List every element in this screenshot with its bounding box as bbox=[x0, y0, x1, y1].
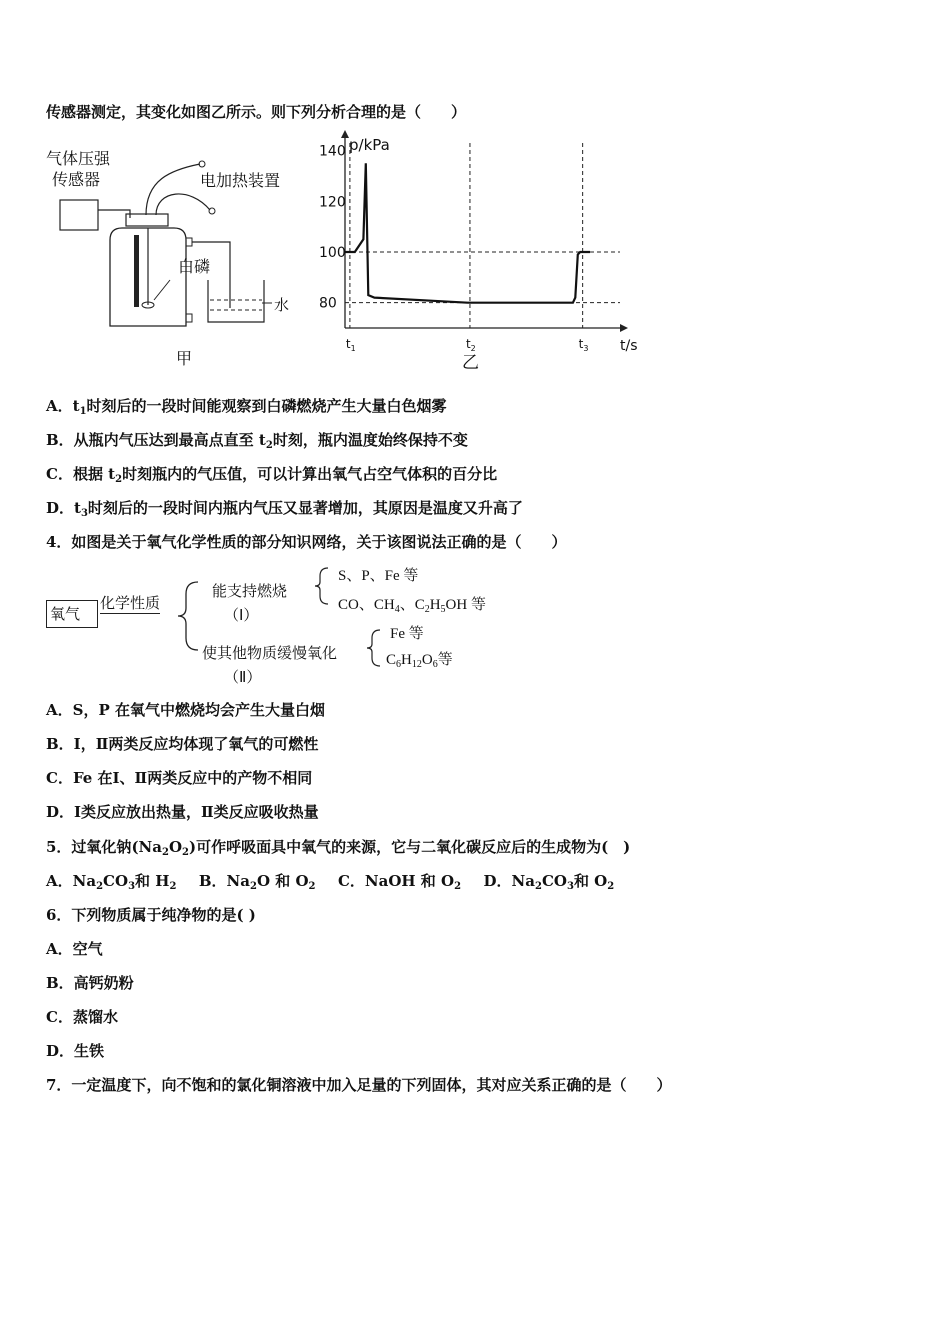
q5-option-d[interactable]: D．$Na_2CO_3$和 $O_2$ bbox=[483, 872, 615, 892]
heater-wire-2 bbox=[156, 194, 210, 215]
y-tick-label: 80 bbox=[319, 295, 337, 312]
branch2-tag: （Ⅱ） bbox=[224, 668, 262, 686]
caption-jia: 甲 bbox=[176, 349, 193, 368]
q4-option-d[interactable]: D．Ⅰ类反应放出热量，Ⅱ类反应吸收热量 bbox=[46, 803, 319, 821]
heater-label: 电加热装置 bbox=[200, 171, 281, 190]
q3-option-b[interactable]: B．从瓶内气压达到最高点直至 $t_2$时刻，瓶内温度始终保持不变 bbox=[46, 431, 468, 451]
q3-option-d[interactable]: D．$t_3$时刻后的一段时间内瓶内气压又显著增加，其原因是温度又升高了 bbox=[46, 499, 523, 519]
q5-option-c[interactable]: C．NaOH 和 $O_2$ bbox=[337, 872, 462, 892]
x-tick-label: $t_2$ bbox=[465, 337, 476, 353]
property-label: 化学性质 bbox=[100, 594, 161, 612]
x-tick-label: $t_1$ bbox=[345, 337, 356, 353]
y-tick-label: 140 bbox=[319, 143, 346, 160]
branch2-item1: Fe 等 bbox=[390, 626, 424, 642]
q5-option-b[interactable]: B．$Na_2O$ 和 $O_2$ bbox=[198, 872, 316, 892]
q4-option-a[interactable]: A．S，P 在氧气中燃烧均会产生大量白烟 bbox=[46, 701, 325, 719]
pressure-chart bbox=[290, 128, 640, 373]
x-tick-label: $t_3$ bbox=[578, 337, 589, 353]
heating-rod bbox=[134, 235, 139, 307]
branch1-label: 能支持燃烧 bbox=[212, 582, 288, 600]
x-axis-label: t/s bbox=[620, 338, 638, 354]
q6-option-c[interactable]: C．蒸馏水 bbox=[46, 1008, 118, 1026]
branch1-item1: S、P、Fe 等 bbox=[338, 568, 419, 584]
branch1-tag: （Ⅰ） bbox=[224, 606, 259, 624]
q6-option-a[interactable]: A．空气 bbox=[46, 940, 103, 958]
q6-option-d[interactable]: D．生铁 bbox=[46, 1042, 105, 1060]
q5-stem: 5．过氧化钠$(Na_2O_2)$可作呼吸面具中氧气的来源，它与二氧化碳反应后的生成物为( ) bbox=[46, 838, 631, 858]
q6-option-b[interactable]: B．高钙奶粉 bbox=[46, 974, 134, 992]
x-axis-arrow bbox=[620, 324, 628, 332]
q4-option-c[interactable]: C．Fe 在Ⅰ、Ⅱ两类反应中的产物不相同 bbox=[46, 769, 313, 787]
oxygen-network bbox=[40, 560, 520, 690]
brace-1 bbox=[315, 568, 328, 604]
root-label: 氧气 bbox=[50, 605, 81, 623]
white-p-label: 白磷 bbox=[178, 257, 211, 276]
q3-option-c[interactable]: C．根据 $t_2$时刻瓶内的气压值，可以计算出氧气占空气体积的百分比 bbox=[46, 465, 498, 485]
q4-option-b[interactable]: B．Ⅰ，Ⅱ两类反应均体现了氧气的可燃性 bbox=[46, 735, 319, 753]
heater-wire-1 bbox=[146, 164, 200, 215]
branch2-label: 使其他物质缓慢氧化 bbox=[202, 644, 338, 662]
branch1-item2: CO、$CH_4$、$C_2H_5OH$ 等 bbox=[338, 597, 486, 615]
y-axis-label: p/kPa bbox=[349, 136, 390, 154]
q6-stem: 6．下列物质属于纯净物的是( ) bbox=[46, 906, 256, 924]
brace-2 bbox=[367, 630, 380, 666]
pressure-curve bbox=[345, 163, 590, 302]
sensor-wire bbox=[98, 210, 130, 218]
q3-option-a[interactable]: A．$t_1$时刻后的一段时间能观察到白磷燃烧产生大量白色烟雾 bbox=[46, 397, 447, 417]
water-label: 水 bbox=[274, 296, 290, 314]
bottle-stopper bbox=[126, 214, 168, 226]
beaker bbox=[208, 280, 264, 322]
apparatus-diagram bbox=[40, 140, 320, 370]
caption-yi: 乙 bbox=[461, 353, 479, 373]
brace-main bbox=[178, 582, 198, 650]
y-tick-label: 100 bbox=[319, 245, 346, 261]
q5-options bbox=[46, 871, 614, 897]
sensor-box bbox=[60, 200, 98, 230]
y-axis-arrow bbox=[341, 130, 349, 138]
branch2-item2: $C_6H_{12}O_6$等 bbox=[386, 652, 453, 670]
question-intro: 传感器测定，其变化如图乙所示。则下列分析合理的是（ ） bbox=[46, 103, 467, 121]
q5-option-a[interactable]: A．$Na_2CO_3$和 $H_2$ bbox=[46, 872, 177, 892]
q4-stem: 4．如图是关于氧气化学性质的部分知识网络，关于该图说法正确的是（ ） bbox=[46, 533, 567, 551]
sensor-label-1: 气体压强 bbox=[46, 149, 111, 168]
y-tick-label: 120 bbox=[319, 194, 346, 211]
q7-stem: 7．一定温度下，向不饱和的氯化铜溶液中加入足量的下列固体，其对应关系正确的是（ ） bbox=[46, 1076, 672, 1094]
sensor-label-2: 传感器 bbox=[52, 170, 101, 189]
